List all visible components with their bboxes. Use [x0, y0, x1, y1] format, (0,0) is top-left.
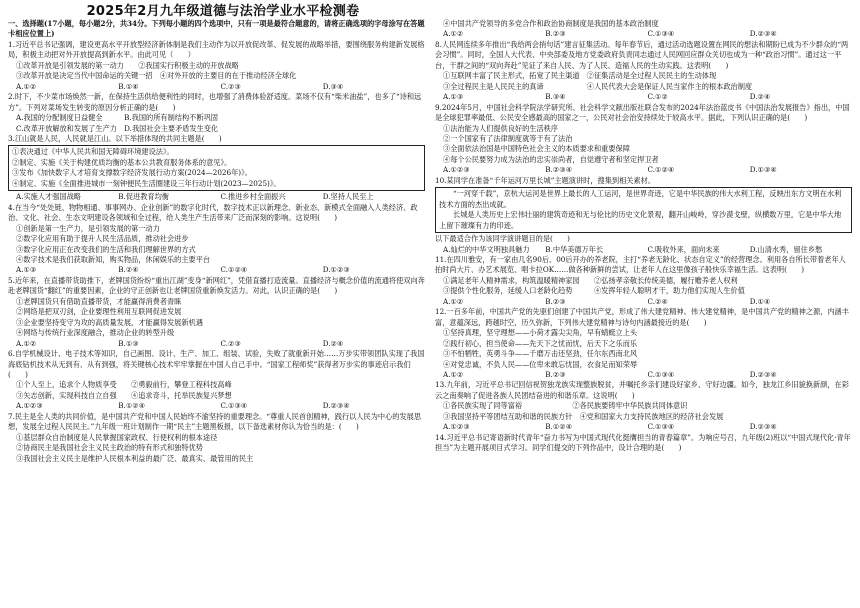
statement-option: ③提供个性化服务，延缓人口老龄化趋势 ④发挥年轻人聪明才干，助力他们实现人生价值 — [443, 286, 745, 296]
statement-option: ③我国社会主义民主是维护人民根本利益的最广泛、最真实、最管用的民主 — [16, 453, 254, 463]
statement-option: ④网络与传统行业深度融合，推动企业的转型升级 — [16, 328, 175, 338]
question-stem: 4.在当今“处处链、物物相通、事事网办、企业创新”的数字化时代，数字技术正以新理念、新业态、新模式全面融入人类经济、政治、文化、社会、生态文明建设各领域和全过程，给人类生产生活带来广泛而深刻的影响。这说明( ) — [8, 202, 418, 223]
statement-option: ②协商民主是我国社会主义民主政治的特有形式和独特优势 — [16, 443, 203, 453]
answer-option: D.①④ — [749, 296, 771, 306]
question-stem: 9.2024年5月，中国社会科学院法学研究所、社会科学文献出版社联合发布的2024年法治蓝皮书《中国法治发展报告》指出，中国是全球犯罪率最低、公民安全感最高的国家之一，公民对社会治安持续处于较高水平。据此，下列认识正确的是( ) — [435, 102, 850, 123]
answer-option: D.①③④ — [749, 165, 777, 175]
statement-option: ①创新是第一生产力，是引领发展的第一动力 — [16, 223, 160, 233]
material-line: ④制定、实施《全面推进城市一刻钟便民生活圈建设三年行动计划(2023—2025)》。 — [12, 178, 281, 188]
answer-option: B.①②④ — [118, 401, 146, 411]
answer-option: C.①③④ — [647, 422, 675, 432]
question-stem: 14.习近平总书记寄语新时代青年“奋力书写为中国式现代化挺膺担当的青春篇章”。为响应号召，九年级(2)班以“中国式现代化·青年担当”为主题开展项目式学习。同学们提交的下列作品中，设计合理的是( ) — [435, 432, 851, 453]
answer-options — [8, 265, 425, 275]
statement-option: ③企业要坚持变守为攻的高质量发展，才能赢得发展新机遇 — [16, 317, 203, 327]
question-stem: 6.自学机械设计、电子技术等知识，自己画图、设计、生产、加工、组装、试验，失败了就重新开始……万步实带领团队实现了我国海底钻机技术从无到有、从有到强，将关键核心技术牢牢掌握在中国人自己手中。“国家工程师奖”获得者万步实的事迹启示我们( ) — [8, 349, 425, 379]
material-line: ①表决通过《中华人民共和国无障碍环境建设法》。 — [12, 147, 174, 157]
question-stem: 3.江山就是人民，人民就是江山。以下举措体现的共同主题是( ) — [8, 133, 222, 143]
question-stem: 12.一百多年前，中国共产党的先驱们创建了中国共产党，形成了伟大建党精神。伟大建党精神，是中国共产党的精神之源，内涵丰富，意蕴深远，跨越时空，历久弥新，下列伟大建党精神与诗句内涵最接近的是( ) — [435, 307, 849, 327]
answer-option: D.②③④ — [749, 422, 777, 432]
answer-option: A.①② — [443, 29, 464, 39]
answer-option: B.②③ — [545, 369, 566, 379]
answer-option: A.①②③ — [443, 422, 470, 432]
answer-option: A.实施人才强国战略 — [16, 192, 81, 202]
question-stem: 7.民主是全人类的共同价值，是中国共产党和中国人民始终不渝坚持的重要理念。“尊重人民首创精神，践行以人民为中心的发展思想，发展全过程人民民主。”九年级一班计划制作一期“民主”主题黑板报，以下备选素材你认为恰当的是：( ) — [8, 411, 422, 432]
answer-options — [435, 165, 852, 175]
answer-option: B.②③④ — [545, 165, 573, 175]
answer-option: A.灿烂的中华文明独具魅力 — [443, 244, 530, 254]
answer-option: B.①③ — [118, 338, 139, 348]
statement-option: C.改革开放解放和发展了生产力 D.我国社会主要矛盾发生变化 — [16, 123, 219, 133]
statement-option: A.我国的分配制度日益健全 B.我国的所有制结构不断巩固 — [16, 113, 218, 123]
statement-option: ②一个国家有了法律制度就等于有了法治 — [443, 133, 573, 143]
answer-option: D.②④ — [322, 338, 344, 348]
answer-option: C.①③④ — [647, 29, 675, 39]
answer-option: B.中华美德万年长 — [545, 244, 604, 254]
answer-option: A.①② — [16, 338, 37, 348]
right-column — [435, 19, 852, 464]
answer-option: C.①② — [647, 92, 668, 102]
answer-option: C.②③ — [220, 81, 241, 91]
answer-option: A.①③ — [16, 265, 37, 275]
material-line: 长城是人类历史上宏伟壮丽的建筑奇迹和无与伦比的历史文化景观，翻开山峻岭，穿沙漠戈壁，纵横数万里，它是中华大地上留下璀璨有力的印迹。 — [439, 210, 842, 230]
question-stem: 13.九年前，习近平总书记回信祝贺独龙族实现整族脱贫，并嘱托乡亲们建设好家乡、守好边疆。如今，独龙江乡旧貌换新颜，在彩云之南奏响了促进各族人民团结奋进的和谐乐章。这说明( ) — [435, 380, 849, 400]
answer-options — [8, 192, 425, 202]
question-stem: 8.人民网连续多年推出“我给两会捎句话”建言征集活动。每年春节后，通过活动选题设置在网民的想法和期盼已成为不少群众的“两会习惯”。同时，全国人大代表、中央部委及地方党委政府负责同志通过人民网回应群众关切也成为一种“政治习惯”。通过这一平台，干群之间的“双向奔赴”见证了来自人民、为了人民、造福人民的生动实践。这表明( ) — [435, 39, 849, 70]
answer-option: C.①③④ — [647, 369, 675, 379]
statement-option: ①满足老年人精神需求，构筑温暖精神家园 ②弘扬孝亲敬长传统美德，履行赡养老人权利 — [443, 275, 738, 285]
question-stem: 5.近年来，在直播带货助推下，老牌国货纷纷“重出江湖”变身“新网红”，凭借直播打造流量。直播经济与概念价值的流通将使双向奔赴老牌国货“翻红”的重要因素，企业的守正创新也让老牌国货重新焕发活力。对此，认识正确的是( ) — [8, 275, 425, 296]
statement-option: ①老牌国货只有借助直播带货，才能赢得消费者青睐 — [16, 296, 182, 306]
material-line: ②制定、实施《关于构建优质均衡的基本公共教育服务体系的意见》。 — [12, 157, 232, 167]
question-stem: 11.在四川雅安，有一家由几名90后、00后开办的养老院，主打“养老无龄化、状态自定义”的经营理念。利用各自所长带着老年人拍时尚大片、办艺术展览、唱卡拉OK……做各种新鲜的尝试，让老年人在这里像孩子般快乐幸福生活。这表明( ) — [435, 254, 846, 275]
answer-option: A.①②③ — [443, 165, 470, 175]
statement-option: ①法治能为人们提供良好的生活秩序 — [443, 123, 559, 133]
answer-option: C.①③④ — [220, 401, 248, 411]
answer-option: C.①②④ — [220, 265, 248, 275]
question-stem: 2.时下，不少菜市场焕然一新，在保持生活供给便利性的同时，也增强了消费体验舒适度。菜场不仅有“柴米油盐”，也多了“诗和远方”。下列对菜场发生转变的原因分析正确的是( ) — [8, 92, 422, 112]
answer-option: B.①②④ — [545, 422, 573, 432]
columns — [8, 19, 852, 464]
answer-options — [8, 401, 425, 411]
answer-option: B.①④ — [118, 81, 139, 91]
statement-option: ①各民族实现了同等富裕 ②各民族要铸牢中华民族共同体意识 — [443, 401, 688, 411]
answer-option: D.坚持人民至上 — [322, 192, 374, 202]
answer-option: A.①② — [16, 81, 37, 91]
answer-options — [8, 339, 425, 349]
answer-options — [435, 422, 852, 432]
answer-options — [435, 92, 852, 102]
answer-option: B.②③ — [545, 29, 566, 39]
material-box — [435, 187, 852, 233]
answer-option: C.②③ — [220, 338, 241, 348]
question-stem: 以下最适合作为该同学演讲题目的是( ) — [435, 234, 570, 244]
statement-option: ③改革开放是决定当代中国命运的关键一招 ④对外开放的主要目的在于推动经济全球化 — [16, 71, 297, 81]
statement-option: ②践行初心，担当使命——先天下之忧而忧，后天下之乐而乐 — [443, 338, 638, 348]
answer-option: D.②③④ — [322, 401, 350, 411]
answer-option: D.②④ — [749, 92, 771, 102]
statement-option: ②网络是把双刃剑，企业要理性利用互联网促进发展 — [16, 307, 182, 317]
statement-option: ①改革开放是引领发展的第一动力 ②我国实行积极主动的开放战略 — [16, 60, 239, 70]
answer-option: C.②④ — [647, 296, 668, 306]
answer-option: A.①③ — [443, 92, 464, 102]
answer-option: C.推进乡村全面振兴 — [220, 192, 286, 202]
statement-option: ①基层群众自治制度是人民掌握国家政权、行使权利的根本途径 — [16, 432, 218, 442]
answer-options — [435, 245, 852, 255]
statement-option: ①互联网丰富了民主形式，拓宽了民主渠道 ②征集活动是全过程人民民主的生动体现 — [443, 71, 717, 81]
statement-option: ③全过程民主是人民民主的真谛 ④人民代表大会是保证人民当家作主的根本政治制度 — [443, 81, 753, 91]
answer-option: D.②③④ — [749, 29, 777, 39]
statement-option: ③不怕牺牲，英勇斗争——千磨万击还坚劲，任尔东西南北风 — [443, 349, 638, 359]
answer-option: A.①② — [443, 296, 464, 306]
answer-option: B.③④ — [545, 92, 566, 102]
statement-option: ④数字技术是我们获取新知，购买物品，休闲娱乐的主要平台 — [16, 254, 211, 264]
section-heading: 一、选择题(17小题，每小题2分，共34分。下列每小题的四个选项中，只有一项是最符合题意的，请将正确选项的字母涂写在答题卡相应位置上) — [8, 19, 425, 39]
answer-option: C.①②④ — [647, 165, 675, 175]
statement-option: ①坚持真理，坚守理想——小荷才露尖尖角，早有蜻蜓立上头 — [443, 328, 638, 338]
answer-options — [435, 29, 852, 39]
material-box — [8, 145, 425, 191]
statement-option: ④中国共产党领导的多党合作和政治协商制度是我国的基本政治制度 — [443, 19, 659, 28]
statement-option: ④每个公民要努力成为法治的忠实崇尚者，自觉遵守者和坚定捍卫者 — [443, 154, 659, 164]
statement-option: ③我国坚持平等团结互助和谐的民族方针 ④党和国家大力支持民族地区的经济社会发展 — [443, 411, 724, 421]
statement-option: ③全面依法治国是中国特色社会主义的本质要求和重要保障 — [443, 144, 630, 154]
answer-option: C.吸收外来，面向未来 — [647, 244, 720, 254]
answer-option: D.②③④ — [749, 369, 777, 379]
answer-option: A.①② — [443, 369, 464, 379]
statement-option: ①个人至上，追求个人物质享受 ②勇毅前行，攀登工程科技高峰 — [16, 380, 232, 390]
left-column — [8, 19, 425, 464]
question-stem: 1.习近平总书记强调，建设更高水平开放型经济新体制是我们主动作为以开放促改革、促发展的战略举措，要围绕服务构建新发展格局，积极主动把对外开放提高到新水平。由此可见（ ） — [8, 39, 425, 60]
question-stem: 10.某同学在准备“千年运河万里长城”主题演讲时，搜集到相关素材。 — [435, 175, 656, 185]
answer-option: D.③④ — [322, 81, 344, 91]
exam-title: 2025年2月九年级道德与法治学业水平检测卷 — [86, 4, 360, 19]
statement-option: ③数字化应用正在改变我们的生活和我们理解世界的方式 — [16, 244, 196, 254]
answer-option: B.②③ — [545, 296, 566, 306]
statement-option: ④对党忠诚，不负人民——位卑未敢忘忧国，衣食足而知荣辱 — [443, 359, 638, 369]
material-line: ③发布《加快数字人才培育支撑数字经济发展行动方案(2024—2026年)》。 — [12, 168, 252, 178]
material-line: “一河穿千载”，京杭大运河是世界上最长的人工运河，是世界奇迹，它是中华民族的伟大水利工程，反映出东方文明在水利技术方面的杰出成就。 — [439, 189, 842, 209]
statement-option: ②数字化应用有助于提升人民生活品质，推动社会进步 — [16, 234, 189, 244]
answer-option: D.①②③ — [322, 265, 350, 275]
answer-options — [435, 370, 852, 380]
answer-option: D.山清水秀，留住乡愁 — [749, 244, 823, 254]
answer-option: B.②④ — [118, 265, 139, 275]
answer-options — [8, 82, 425, 92]
statement-option: ③矢志创新，实现科技自立自强 ④追求奇斗，托举民族复兴梦想 — [16, 390, 232, 400]
answer-option: A.①②③ — [16, 401, 43, 411]
answer-options — [435, 297, 852, 307]
answer-option: B.促进教育均衡 — [118, 192, 169, 202]
